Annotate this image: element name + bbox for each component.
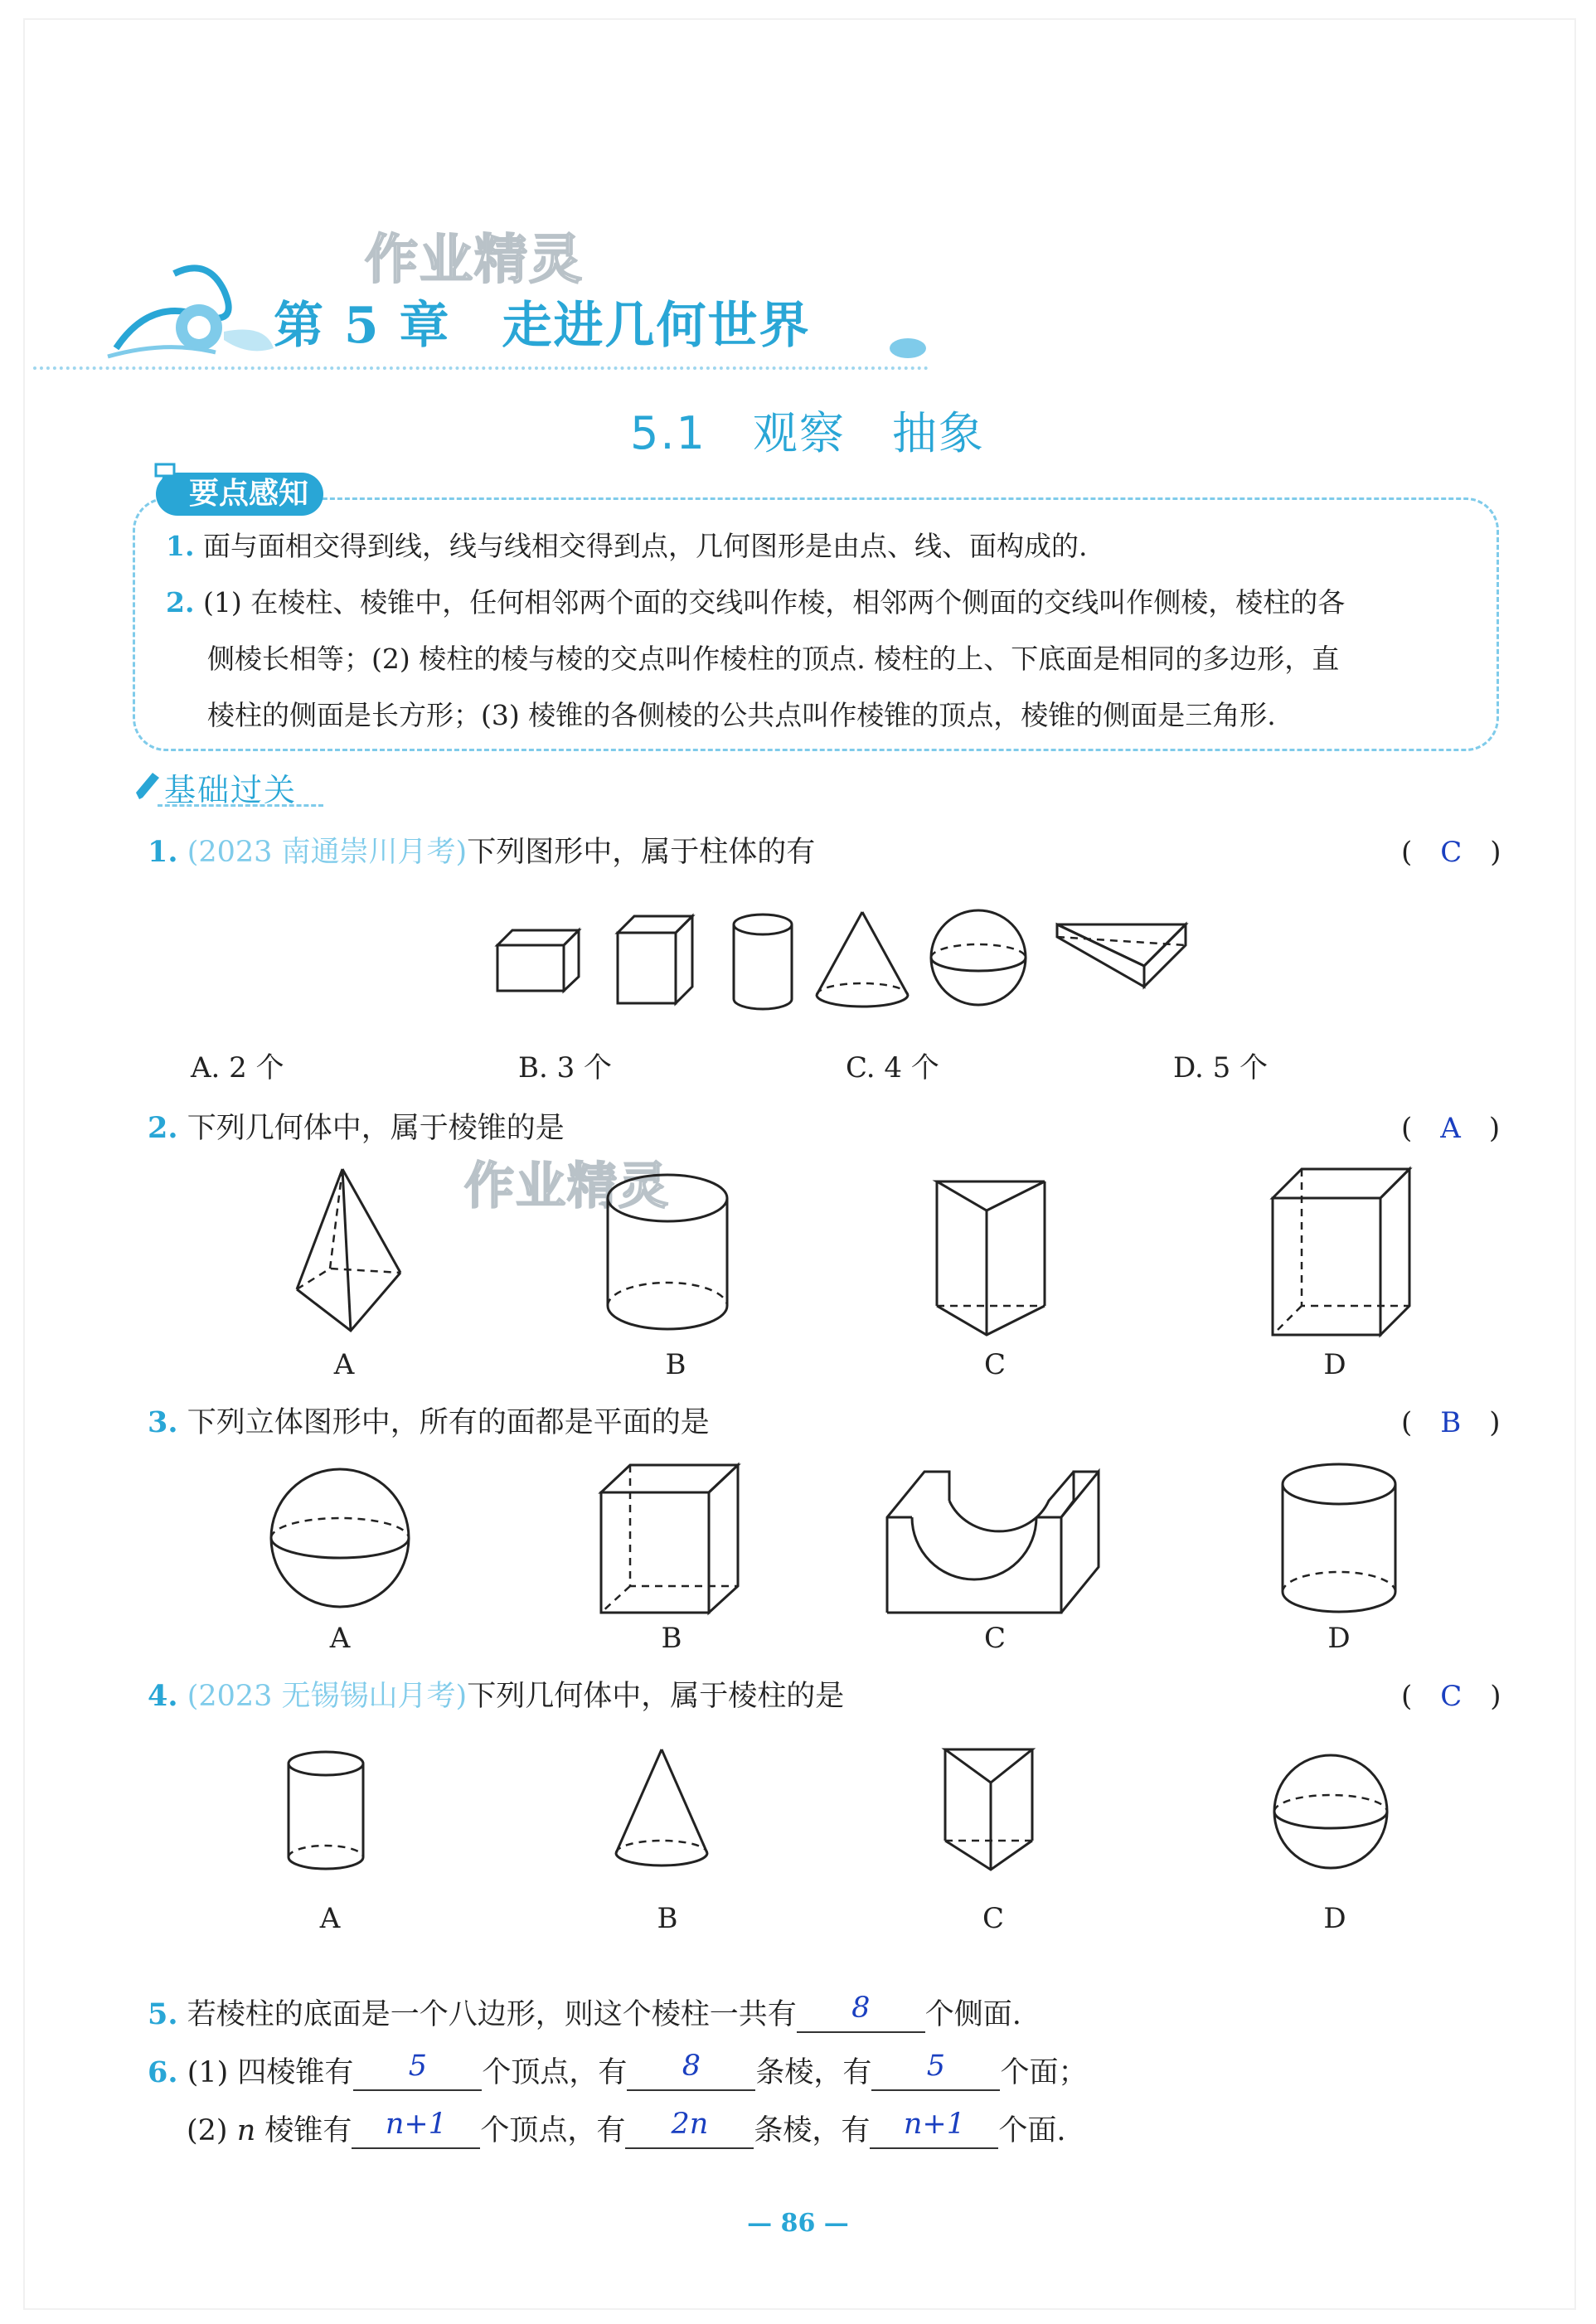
key-point-1: 1. 面与面相交得到线，线与线相交得到点，几何图形是由点、线、面构成的. — [166, 530, 1088, 562]
question-3: 3. 下列立体图形中，所有的面都是平面的是 — [148, 1405, 710, 1439]
q3-label-b: B — [661, 1622, 682, 1655]
pencil-icon — [133, 769, 163, 803]
leaf-ornament-icon — [887, 332, 929, 365]
q1-option-a: A. 2 个 — [191, 1051, 284, 1084]
triangular-prism-figure — [945, 1749, 1032, 1870]
sphere-figure — [1274, 1755, 1387, 1868]
cube-figure — [1273, 1169, 1409, 1335]
header-divider — [33, 366, 929, 370]
cylinder-figure — [1283, 1464, 1395, 1612]
key-point-2-line-3: 棱柱的侧面是长方形；(3) 棱锥的各侧棱的公共点叫作棱锥的顶点，棱锥的侧面是三角形. — [207, 699, 1276, 731]
cone-figure — [616, 1749, 707, 1866]
q4-figures — [282, 1745, 1409, 1911]
pyramid-figure — [297, 1169, 400, 1331]
answer-4: ( C ) — [1401, 1680, 1501, 1713]
chapter-title: 第 5 章 走进几何世界 — [274, 297, 811, 355]
watermark-2: 作业精灵 — [464, 1157, 670, 1215]
q6-2-blank-faces[interactable]: n+1 — [870, 2114, 998, 2149]
key-point-2: 2. (1) 在棱柱、棱锥中，任何相邻两个面的交线叫作棱，相邻两个侧面的交线叫作侧棱，棱柱的各 — [166, 586, 1346, 619]
triangular-prism-figure — [1057, 924, 1186, 987]
q3-figures — [265, 1455, 1426, 1629]
cuboid-figure — [497, 930, 579, 991]
basics-heading: 基础过关 — [164, 772, 298, 808]
q2-label-b: B — [665, 1348, 686, 1381]
q4-label-d: D — [1323, 1902, 1346, 1935]
section-title: 5.1 观察 抽象 — [630, 407, 985, 459]
q4-label-c: C — [982, 1902, 1004, 1935]
basics-underline — [158, 804, 323, 807]
key-point-2-line-2: 侧棱长相等；(2) 棱柱的棱与棱的交点叫作棱柱的顶点. 棱柱的上、下底面是相同的多边形，直 — [207, 643, 1340, 675]
question-2: 2. 下列几何体中，属于棱锥的是 — [148, 1111, 565, 1145]
q4-label-a: A — [319, 1902, 341, 1935]
watermark: 作业精灵 — [365, 230, 584, 291]
q3-label-d: D — [1327, 1622, 1351, 1655]
q4-label-b: B — [657, 1902, 678, 1935]
answer-1: ( C ) — [1401, 836, 1501, 869]
q5-blank[interactable]: 8 — [797, 1998, 925, 2033]
q6-1-blank-edges[interactable]: 8 — [627, 2056, 755, 2091]
cylinder-figure — [734, 915, 792, 1009]
question-4: 4. (2023 无锡锡山月考)下列几何体中，属于棱柱的是 — [148, 1679, 845, 1713]
question-1: 1. (2023 南通崇川月考)下列图形中，属于柱体的有 — [148, 835, 816, 869]
u-shaped-block-figure — [887, 1472, 1099, 1613]
q3-label-c: C — [983, 1622, 1006, 1655]
q6-1-blank-vertices[interactable]: 5 — [353, 2056, 482, 2091]
q6-1-blank-faces[interactable]: 5 — [871, 2056, 1000, 2091]
cone-figure — [817, 912, 908, 1007]
cylinder-figure — [289, 1752, 363, 1869]
swirl-ornament-icon — [99, 249, 282, 373]
page-number: — 86 — — [747, 2209, 849, 2238]
q1-option-b: B. 3 个 — [518, 1051, 613, 1084]
q3-label-a: A — [329, 1622, 351, 1655]
sphere-figure — [931, 910, 1026, 1005]
sphere-figure — [271, 1469, 409, 1607]
q2-label-c: C — [983, 1348, 1006, 1381]
q2-label-d: D — [1323, 1348, 1346, 1381]
q1-option-d: D. 5 个 — [1173, 1051, 1269, 1084]
answer-2: ( A ) — [1401, 1112, 1501, 1145]
q6-2-blank-vertices[interactable]: n+1 — [352, 2114, 480, 2149]
cylinder-figure — [608, 1175, 727, 1329]
cube-figure — [618, 916, 692, 1003]
answer-3: ( B ) — [1401, 1406, 1501, 1439]
q2-label-a: A — [333, 1348, 355, 1381]
q1-option-c: C. 4 个 — [846, 1051, 939, 1084]
q2-figures — [265, 1161, 1426, 1343]
pushpin-icon — [148, 461, 184, 497]
triangular-prism-figure — [937, 1181, 1045, 1335]
question-6-line-2: (2) n 棱锥有 n+1 个顶点，有 2n 条棱，有 n+1 个面. — [187, 2108, 1066, 2147]
key-points-badge: 要点感知 — [156, 473, 323, 516]
question-5: 5. 若棱柱的底面是一个八边形，则这个棱柱一共有 8 个侧面. — [148, 1992, 1021, 2031]
cube-figure — [601, 1465, 738, 1613]
question-6-line-1: 6. (1) 四棱锥有 5 个顶点，有 8 条棱，有 5 个面； — [148, 2050, 1088, 2089]
q1-figures — [489, 904, 1202, 1020]
q6-2-blank-edges[interactable]: 2n — [625, 2114, 754, 2149]
